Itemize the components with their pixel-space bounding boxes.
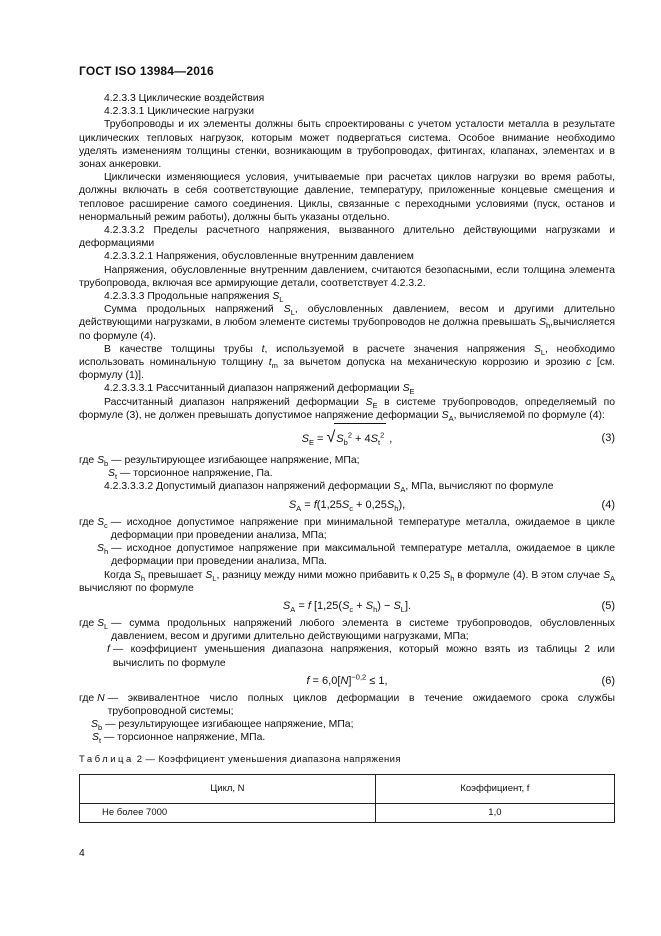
section-4-2-3-3-2-1: 4.2.3.3.2.1 Напряжения, обусловленные внутренним давлением — [104, 251, 414, 263]
table-row — [80, 803, 615, 822]
equation-number-4: (4) — [601, 498, 615, 511]
definition-sb-2: $S_b$ — результирующее изгибающее напряжение, МПа; — [91, 719, 354, 733]
paragraph-fatigue: Трубопроводы и их элементы должны быть спроектированы с учетом усталости металла в результате циклических тепловых нагрузок, которым может подвергаться система. Особое внимание необходимо уделять изменениям толщины стенки, возникающим в трубопроводах, фитингах, клапанах, элементах и в зонах анкеровки. — [79, 119, 615, 171]
column-header-factor: Коэффициент, f — [375, 774, 614, 803]
section-4-2-3-3-3-1: 4.2.3.3.3.1 Рассчитанный диапазон напряжений деформации $S_E$ — [104, 383, 415, 397]
paragraph-when-sh-exceeds: Когда $S_h$ превышает $S_L$, разницу между ними можно прибавить к 0,25 $S_h$ в формуле (4). В этом случае $S_A$ вычисляют по формуле — [79, 569, 616, 594]
paragraph-thickness: В качестве толщины трубы t, используемой в расчете значения напряжения $S_L$, необходимо использовать номинальную толщину $t_m$ за вычетом допуска на механическую коррозию и эрозию c [см. формулу (1)]. — [79, 343, 616, 382]
equation-3: $S_E = √S_b^2 + 4S_t^2$ , (3) — [79, 423, 615, 453]
definitions-eq5 — [79, 617, 615, 670]
table-header-row — [80, 774, 615, 803]
document-header: ГОСТ ISO 13984—2016 — [79, 64, 214, 78]
definition-sb: где $S_b$ — результирующее изгибающее напряжение, МПа; — [79, 455, 360, 469]
definition-st-2: $S_t$ — торсионное напряжение, МПа. — [92, 732, 266, 746]
page-content — [79, 92, 615, 823]
equation-5: $S_A = f$ $[1,25(S_c + S_h) - S_L]$. (5) — [79, 596, 615, 616]
equation-4: $S_A = f(1,25S_c + 0,25S_h)$, (4) — [79, 495, 615, 515]
paragraph-internal-pressure: Напряжения, обусловленные внутренним давлением, считаются безопасными, если толщина элемента трубопровода, включая все армирующие детали, соответствует 4.2.3.2. — [79, 264, 615, 289]
paragraph-cyclic-conditions: Циклически изменяющиеся условия, учитываемые при расчетах циклов нагрузки во время работы, должны включать в себя соответствующие давление, температуру, приложенные концевые смещения и тепловое расширение самого соединения. Циклы, связанные с переходными условиями (пуск, останов и ненормальный режим работы), должны быть указаны отдельно. — [79, 172, 615, 223]
definition-st: $S_t$ — торсионное напряжение, Па. — [108, 468, 273, 482]
equation-6: $f = 6,0[N]^{-0,2} \le 1$, (6) — [79, 671, 615, 691]
section-4-2-3-3-3-2: 4.2.3.3.3.2 Допустимый диапазон напряжений деформации $S_A$, МПа, вычисляют по формуле — [104, 481, 554, 495]
equation-number-3: (3) — [601, 432, 615, 445]
paragraph-longitudinal-stress: Сумма продольных напряжений $S_L$, обусловленных давлением, весом и другими длительно действующими нагрузками, в любом элементе системы трубопроводов не должна превышать $S_h,вычисляется$ по формуле (4). — [79, 304, 616, 342]
cell-factor: 1,0 — [375, 803, 614, 822]
cell-cycles: Не более 7000 — [80, 803, 376, 822]
equation-number-5: (5) — [601, 599, 615, 612]
table-caption: Таблица 2 — Коэффициент уменьшения диапазона напряжения — [79, 753, 401, 765]
reduction-factor-table — [79, 774, 615, 823]
definition-sl: где $S_L$ — сумма продольных напряжений любого элемента в системе трубопроводов, обусловленных давлением, весом и другими длительно действующими нагрузками, МПа; — [79, 617, 615, 643]
definition-n: где N — эквивалентное число полных циклов деформации в течение ожидаемого срока службы трубопроводной системы; — [79, 692, 615, 717]
section-4-2-3-3-2: 4.2.3.3.2 Пределы расчетного напряжения, вызванного длительно действующими нагрузками и деформациями — [79, 225, 615, 250]
definition-f: f — коэффициент уменьшения диапазона напряжения, который можно взять из таблицы 2 или вычислить по формуле — [107, 644, 615, 669]
definition-sc: где $S_c$ — исходное допустимое напряжение при минимальной температуре металла, ожидаемое в цикле деформации при проведении анализа, МПа; — [79, 516, 615, 541]
definitions-eq3 — [79, 454, 615, 480]
definitions-eq4 — [79, 516, 615, 569]
section-4-2-3-3-1: 4.2.3.3.1 Циклические нагрузки — [104, 106, 255, 118]
section-4-2-3-3: 4.2.3.3 Циклические воздействия — [104, 93, 265, 104]
paragraph-calculated-range: Рассчитанный диапазон напряжений деформации $S_E$ в системе трубопроводов, определяемый по формуле (3), не должен превышать допустимое напряжение деформации $S_A$, вычисляемой по формуле (4): — [79, 396, 615, 423]
definition-sh: $S_h$ — исходное допустимое напряжение при максимальной температуре металла, ожидаемое в цикле деформации при проведении анализа, МПа. — [97, 543, 615, 568]
page-number: 4 — [79, 848, 85, 859]
equation-number-6: (6) — [601, 674, 615, 687]
column-header-cycles: Цикл, N — [80, 774, 376, 803]
section-4-2-3-3-3: 4.2.3.3.3 Продольные напряжения $S_L$ — [104, 291, 284, 305]
definitions-eq6 — [79, 692, 615, 745]
